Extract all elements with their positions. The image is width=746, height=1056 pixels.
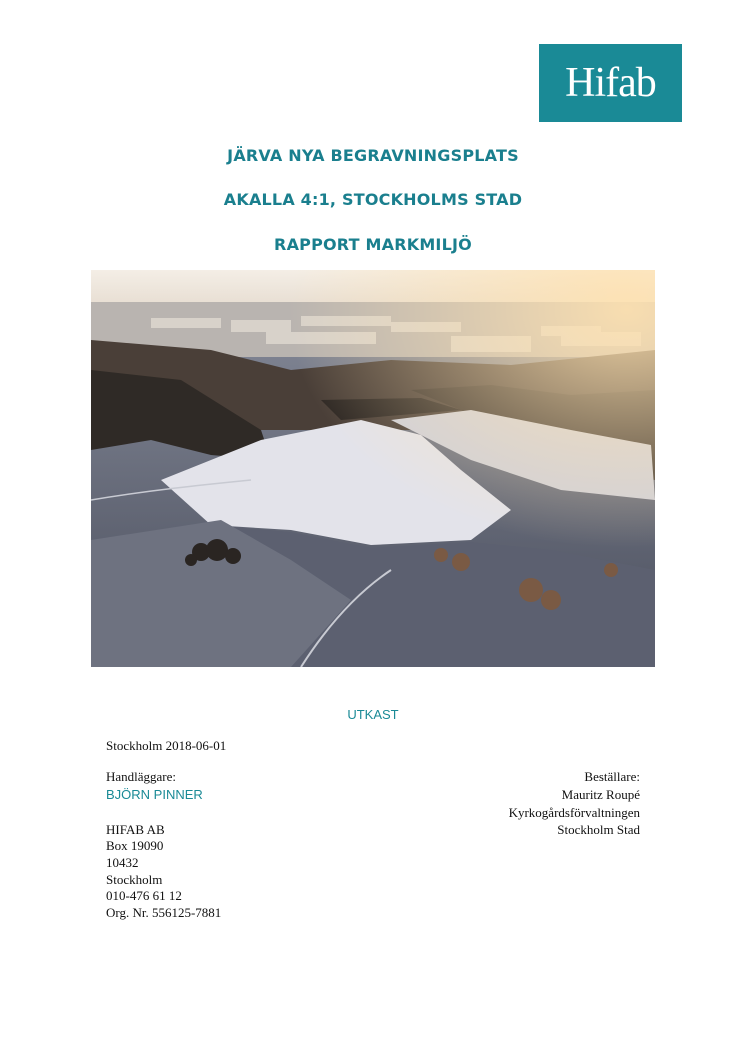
- title-location: AKALLA 4:1, STOCKHOLMS STAD: [223, 190, 523, 209]
- company-postcode: 10432: [106, 855, 139, 870]
- draft-status: UTKAST: [347, 707, 399, 722]
- client-contact: Mauritz Roupé: [561, 787, 640, 802]
- company-city: Stockholm: [106, 872, 163, 887]
- client-organization: Kyrkogårdsförvaltningen: [508, 805, 640, 820]
- title-report: RAPPORT MARKMILJÖ: [274, 235, 472, 254]
- client-label: Beställare:: [584, 769, 640, 784]
- company-box: Box 19090: [106, 838, 164, 853]
- aerial-photo: [91, 270, 655, 667]
- company-org-number: Org. Nr. 556125-7881: [106, 905, 222, 920]
- handler-name: BJÖRN PINNER: [106, 787, 203, 802]
- hifab-logo: Hifab: [539, 44, 682, 122]
- title-project: JÄRVA NYA BEGRAVNINGSPLATS: [227, 146, 519, 165]
- company-name: HIFAB AB: [106, 822, 165, 837]
- client-city: Stockholm Stad: [557, 822, 640, 837]
- handler-label: Handläggare:: [106, 769, 177, 784]
- place-date: Stockholm 2018-06-01: [106, 738, 227, 753]
- company-phone: 010-476 61 12: [106, 888, 182, 903]
